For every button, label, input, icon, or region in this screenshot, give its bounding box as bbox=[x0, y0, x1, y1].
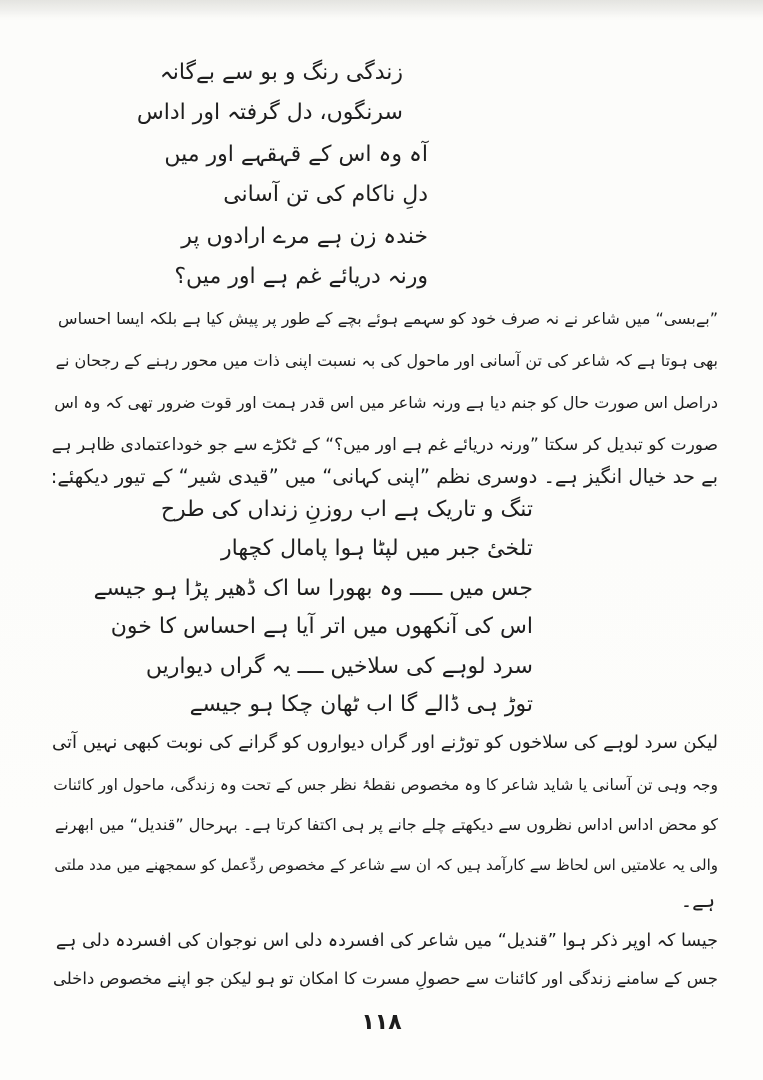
para3-line-2: جس کے سامنے زندگی اور کائنات سے حصولِ مسرت کا امکان تو ہو لیکن جو اپنے مخصوص داخلی bbox=[52, 969, 718, 988]
poem2-line-6: توڑ ہی ڈالے گا اب ٹھان چکا ہو جیسے bbox=[189, 692, 533, 717]
para1-line-4: صورت کو تبدیل کر سکتا ”ورنہ دریائے غم ہے اور میں؟“ کے ٹکڑے سے جو خوداعتمادی ظاہر ہے bbox=[51, 435, 718, 455]
para2-line-4: والی یہ علامتیں اس لحاظ سے کارآمد ہیں کہ ان سے شاعر کے مخصوص ردِّعمل کو سمجھنے میں مدد ملتی bbox=[54, 856, 718, 874]
poem1-line-6: ورنہ دریائے غم ہے اور میں؟ bbox=[174, 264, 428, 289]
para1-line-3: دراصل اس صورت حال کو جنم دیا ہے ورنہ شاعر میں اس قدر ہمت اور قوت ضرور تھی کہ وہ اس bbox=[54, 393, 718, 412]
para1-line-5: بے حد خیال انگیز ہے۔ دوسری نظم ”اپنی کہانی“ میں ”قیدی شیر“ کے تیور دیکھئے: bbox=[50, 465, 718, 488]
poem2-line-1: تنگ و تاریک ہے اب روزنِ زنداں کی طرح bbox=[160, 497, 533, 522]
scan-edge bbox=[0, 0, 763, 18]
para2-line-3: کو محض اداس اداس نظروں سے دیکھتے چلے جانے پر ہی اکتفا کرتا ہے۔ بہرحال ”قندیل“ میں ابھرنے bbox=[54, 815, 718, 834]
poem2-line-3: جس میں ـــــ وہ بھورا سا اک ڈھیر پڑا ہو جیسے bbox=[93, 576, 533, 601]
poem1-line-5: خندہ زن ہے مرے ارادوں پر bbox=[181, 224, 428, 249]
poem1-line-1: زندگی رنگ و بو سے بےگانہ bbox=[159, 60, 403, 85]
page-number: ۱۱۸ bbox=[361, 1010, 402, 1035]
para1-line-1: ”بےبسی“ میں شاعر نے نہ صرف خود کو سہمے ہوئے بچے کے طور پر پیش کیا ہے بلکہ ایسا احساس bbox=[58, 309, 718, 328]
poem1-line-2: سرنگوں، دل گرفتہ اور اداس bbox=[136, 100, 403, 125]
poem2-line-4: اس کی آنکھوں میں اتر آیا ہے احساس کا خون bbox=[110, 614, 533, 639]
poem2-line-5: سرد لوہے کی سلاخیں ــــ یہ گراں دیواریں bbox=[145, 654, 533, 679]
para2-line-1: لیکن سرد لوہے کی سلاخوں کو توڑنے اور گراں دیواروں کو گرانے کی نوبت کبھی نہیں آتی bbox=[51, 732, 718, 753]
para3-line-1: جیسا کہ اوپر ذکر ہوا ”قندیل“ میں شاعر کی افسردہ دلی اس نوجوان کی افسردہ دلی ہے bbox=[55, 931, 718, 951]
para2-line-2: وجہ وہی تن آسانی یا شاید شاعر کا وہ مخصوص نقطۂ نظر جس کے تحت وہ زندگی، ماحول اور کائنات bbox=[53, 776, 718, 794]
poem1-line-3: آہ وہ اس کے قہقہے اور میں bbox=[164, 142, 428, 167]
para1-line-2: بھی ہوتا ہے کہ شاعر کی تن آسانی اور ماحول کی بہ نسبت اپنی ذات میں محور رہنے کے رجحان نے bbox=[55, 351, 718, 370]
poem1-line-4: دلِ ناکام کی تن آسانی bbox=[223, 182, 428, 207]
poem2-line-2: تلخیٔ جبر میں لپٹا ہوا پامال کچھار bbox=[221, 536, 533, 561]
para2-line-5: ہے۔ bbox=[680, 889, 715, 912]
